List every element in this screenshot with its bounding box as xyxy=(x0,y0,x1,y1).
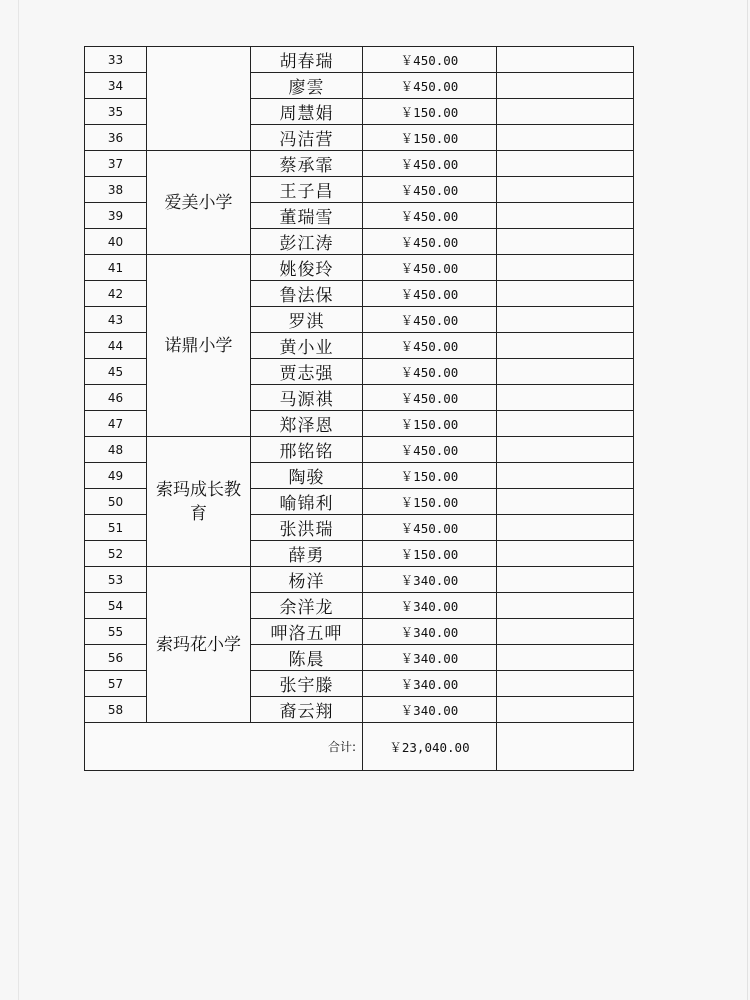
note-cell xyxy=(497,47,634,73)
row-number: 47 xyxy=(85,411,147,437)
student-name: 郑泽恩 xyxy=(251,411,363,437)
amount: ￥450.00 xyxy=(363,359,497,385)
student-name: 贾志强 xyxy=(251,359,363,385)
row-number: 53 xyxy=(85,567,147,593)
note-cell xyxy=(497,151,634,177)
note-cell xyxy=(497,489,634,515)
table-row xyxy=(85,47,634,73)
amount: ￥450.00 xyxy=(363,333,497,359)
amount: ￥450.00 xyxy=(363,515,497,541)
row-number: 48 xyxy=(85,437,147,463)
student-name: 陶骏 xyxy=(251,463,363,489)
school-name: 爱美小学 xyxy=(147,151,251,255)
table-row xyxy=(85,255,634,281)
student-name: 董瑞雪 xyxy=(251,203,363,229)
total-amount: ￥23,040.00 xyxy=(363,723,497,771)
row-number: 50 xyxy=(85,489,147,515)
note-cell xyxy=(497,723,634,771)
amount: ￥450.00 xyxy=(363,203,497,229)
student-name: 杨洋 xyxy=(251,567,363,593)
scan-edge xyxy=(747,0,748,1000)
row-number: 57 xyxy=(85,671,147,697)
scan-edge xyxy=(18,0,19,1000)
amount: ￥150.00 xyxy=(363,125,497,151)
amount: ￥450.00 xyxy=(363,255,497,281)
amount: ￥450.00 xyxy=(363,307,497,333)
note-cell xyxy=(497,697,634,723)
amount: ￥340.00 xyxy=(363,619,497,645)
student-name: 罗淇 xyxy=(251,307,363,333)
row-number: 44 xyxy=(85,333,147,359)
amount: ￥150.00 xyxy=(363,99,497,125)
amount: ￥150.00 xyxy=(363,541,497,567)
amount: ￥450.00 xyxy=(363,177,497,203)
student-name: 余洋龙 xyxy=(251,593,363,619)
row-number: 37 xyxy=(85,151,147,177)
amount: ￥150.00 xyxy=(363,463,497,489)
note-cell xyxy=(497,281,634,307)
note-cell xyxy=(497,333,634,359)
note-cell xyxy=(497,307,634,333)
amount: ￥150.00 xyxy=(363,411,497,437)
amount: ￥150.00 xyxy=(363,489,497,515)
note-cell xyxy=(497,515,634,541)
note-cell xyxy=(497,359,634,385)
student-name: 黄小业 xyxy=(251,333,363,359)
student-name: 冯洁营 xyxy=(251,125,363,151)
row-number: 52 xyxy=(85,541,147,567)
row-number: 39 xyxy=(85,203,147,229)
total-label: 合计: xyxy=(85,723,363,771)
note-cell xyxy=(497,463,634,489)
row-number: 38 xyxy=(85,177,147,203)
note-cell xyxy=(497,203,634,229)
amount: ￥450.00 xyxy=(363,73,497,99)
row-number: 42 xyxy=(85,281,147,307)
school-name: 索玛花小学 xyxy=(147,567,251,723)
student-name: 裔云翔 xyxy=(251,697,363,723)
note-cell xyxy=(497,385,634,411)
student-name: 薛勇 xyxy=(251,541,363,567)
student-name: 蔡承霏 xyxy=(251,151,363,177)
row-number: 36 xyxy=(85,125,147,151)
amount: ￥340.00 xyxy=(363,697,497,723)
amount: ￥450.00 xyxy=(363,437,497,463)
student-name: 陈晨 xyxy=(251,645,363,671)
row-number: 58 xyxy=(85,697,147,723)
row-number: 35 xyxy=(85,99,147,125)
student-name: 姚俊玲 xyxy=(251,255,363,281)
row-number: 56 xyxy=(85,645,147,671)
row-number: 46 xyxy=(85,385,147,411)
student-payment-table xyxy=(84,46,634,771)
row-number: 49 xyxy=(85,463,147,489)
table-row xyxy=(85,437,634,463)
row-number: 34 xyxy=(85,73,147,99)
student-name: 廖雲 xyxy=(251,73,363,99)
amount: ￥450.00 xyxy=(363,47,497,73)
table-row xyxy=(85,567,634,593)
note-cell xyxy=(497,619,634,645)
note-cell xyxy=(497,541,634,567)
student-name: 周慧娟 xyxy=(251,99,363,125)
table-row xyxy=(85,151,634,177)
student-name: 邢铭铭 xyxy=(251,437,363,463)
student-name: 马源祺 xyxy=(251,385,363,411)
row-number: 45 xyxy=(85,359,147,385)
row-number: 40 xyxy=(85,229,147,255)
note-cell xyxy=(497,73,634,99)
amount: ￥340.00 xyxy=(363,645,497,671)
amount: ￥450.00 xyxy=(363,281,497,307)
note-cell xyxy=(497,229,634,255)
row-number: 33 xyxy=(85,47,147,73)
amount: ￥340.00 xyxy=(363,593,497,619)
student-name: 喻锦利 xyxy=(251,489,363,515)
school-name: 索玛成长教育 xyxy=(147,437,251,567)
note-cell xyxy=(497,645,634,671)
student-name: 彭江涛 xyxy=(251,229,363,255)
student-name: 张洪瑞 xyxy=(251,515,363,541)
note-cell xyxy=(497,567,634,593)
student-name: 胡春瑞 xyxy=(251,47,363,73)
note-cell xyxy=(497,177,634,203)
school-name: 诺鼎小学 xyxy=(147,255,251,437)
row-number: 41 xyxy=(85,255,147,281)
note-cell xyxy=(497,255,634,281)
student-name: 呷洛五呷 xyxy=(251,619,363,645)
student-name: 张宇滕 xyxy=(251,671,363,697)
amount: ￥450.00 xyxy=(363,151,497,177)
student-name: 鲁法保 xyxy=(251,281,363,307)
amount: ￥450.00 xyxy=(363,385,497,411)
note-cell xyxy=(497,671,634,697)
row-number: 55 xyxy=(85,619,147,645)
school-cell-empty xyxy=(147,47,251,151)
student-name: 王子昌 xyxy=(251,177,363,203)
amount: ￥450.00 xyxy=(363,229,497,255)
row-number: 43 xyxy=(85,307,147,333)
note-cell xyxy=(497,411,634,437)
amount: ￥340.00 xyxy=(363,671,497,697)
total-row xyxy=(85,723,634,771)
amount: ￥340.00 xyxy=(363,567,497,593)
note-cell xyxy=(497,99,634,125)
row-number: 54 xyxy=(85,593,147,619)
row-number: 51 xyxy=(85,515,147,541)
note-cell xyxy=(497,125,634,151)
note-cell xyxy=(497,437,634,463)
note-cell xyxy=(497,593,634,619)
